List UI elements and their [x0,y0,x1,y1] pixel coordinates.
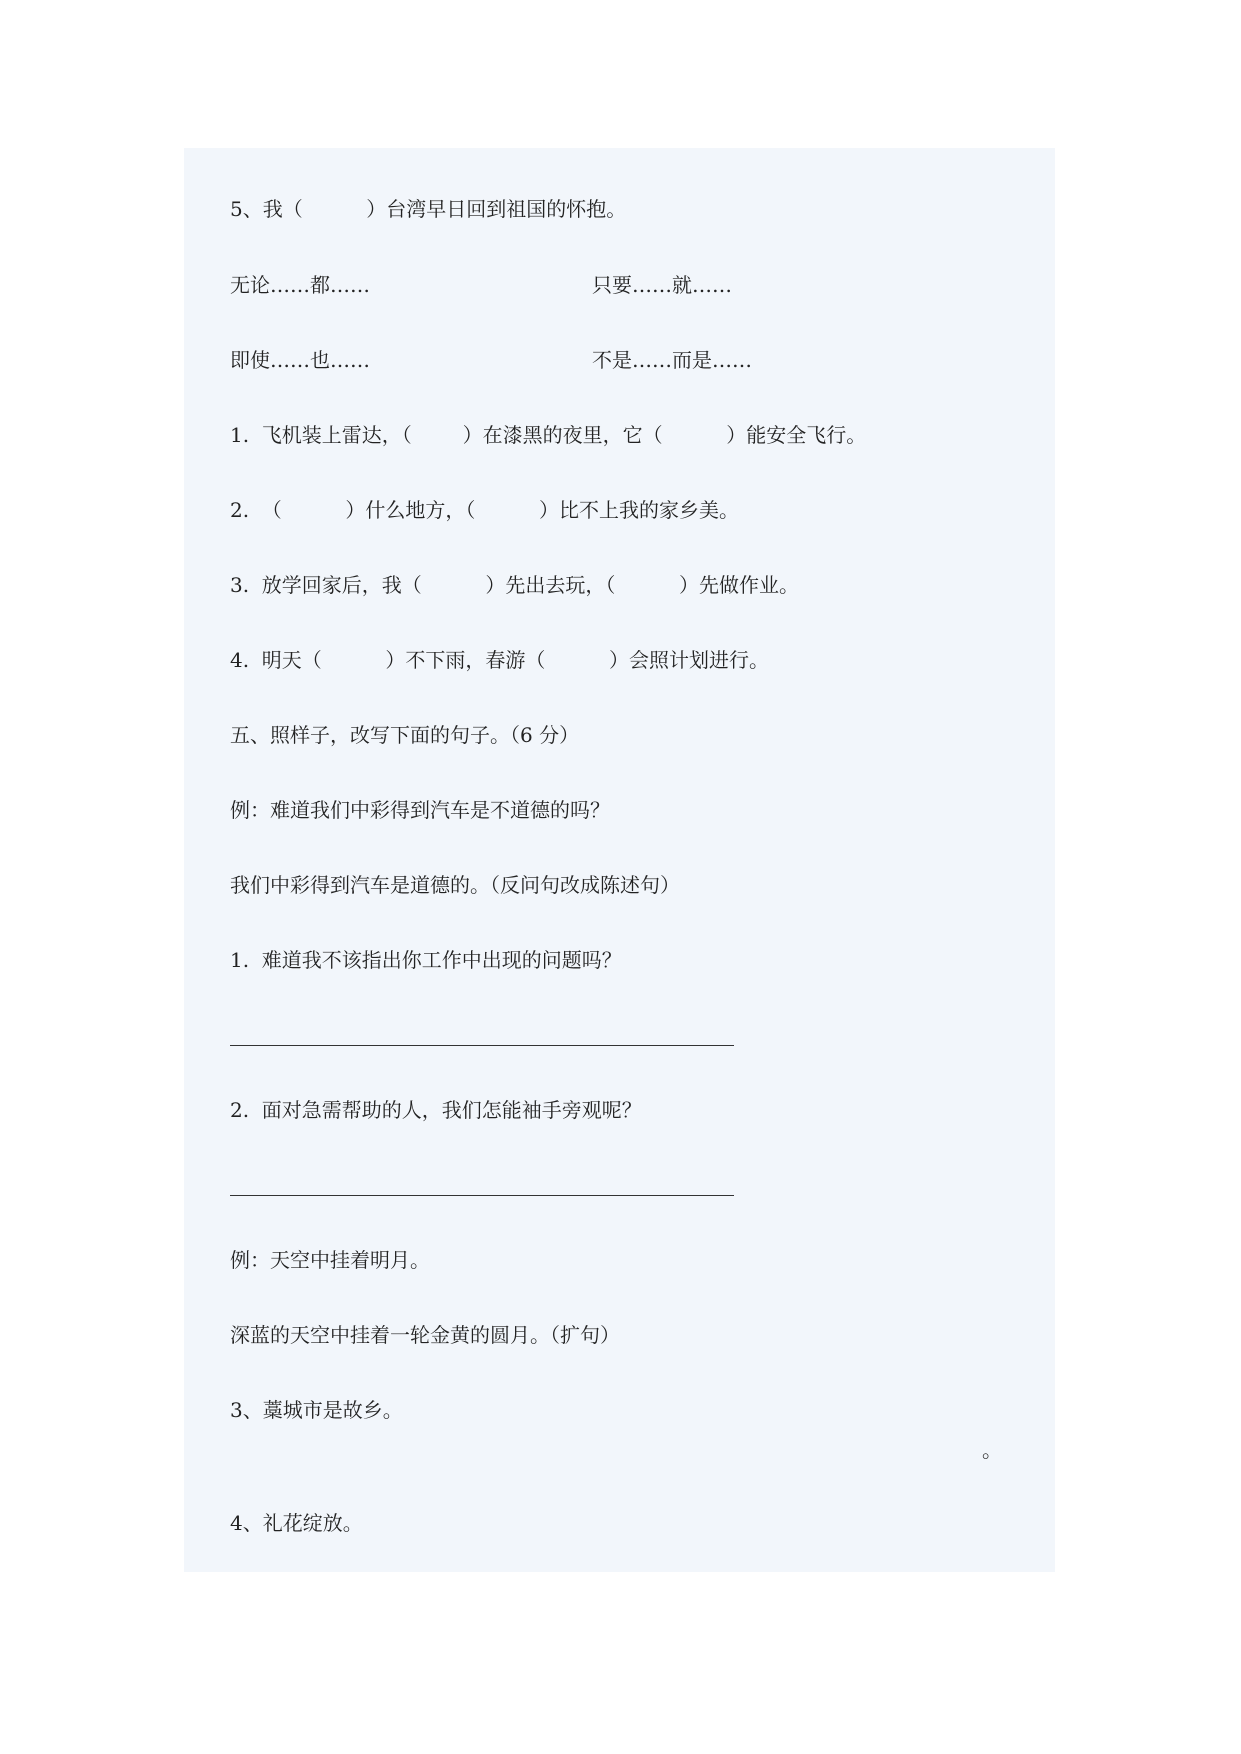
question-5: 5、我（ ）台湾早日回到祖国的怀抱。 [230,197,627,221]
example-2: 例：天空中挂着明月。 [230,1248,430,1272]
expand-question-4: 4、礼花绽放。 [230,1511,363,1535]
rewrite-question-2: 2. 面对急需帮助的人，我们怎能袖手旁观呢？ [230,1098,642,1122]
answer-line-1[interactable] [230,1045,734,1046]
pair-left-2: 即使……也…… [230,348,370,372]
pair-right-2: 不是……而是…… [592,348,752,372]
pair-right-1: 只要……就…… [592,273,732,297]
pair-left-1: 无论……都…… [230,273,370,297]
example-1-answer: 我们中彩得到汽车是道德的。（反问句改成陈述句） [230,873,680,897]
example-2-answer: 深蓝的天空中挂着一轮金黄的圆月。（扩句） [230,1323,620,1347]
fill-sentence-4: 4. 明天（ ）不下雨，春游（ ）会照计划进行。 [230,648,769,672]
end-period: 。 [982,1438,1002,1462]
example-1: 例：难道我们中彩得到汽车是不道德的吗？ [230,798,610,822]
fill-sentence-3: 3. 放学回家后，我（ ）先出去玩，（ ）先做作业。 [230,573,799,597]
rewrite-question-1: 1. 难道我不该指出你工作中出现的问题吗？ [230,948,622,972]
fill-sentence-2: 2. （ ）什么地方，（ ）比不上我的家乡美。 [230,498,739,522]
fill-sentence-1: 1. 飞机装上雷达，（ ）在漆黑的夜里，它（ ）能安全飞行。 [230,423,867,447]
section-heading: 五、照样子，改写下面的句子。（6 分） [230,723,580,747]
answer-line-2[interactable] [230,1195,734,1196]
expand-question-3: 3、藁城市是故乡。 [230,1398,403,1422]
